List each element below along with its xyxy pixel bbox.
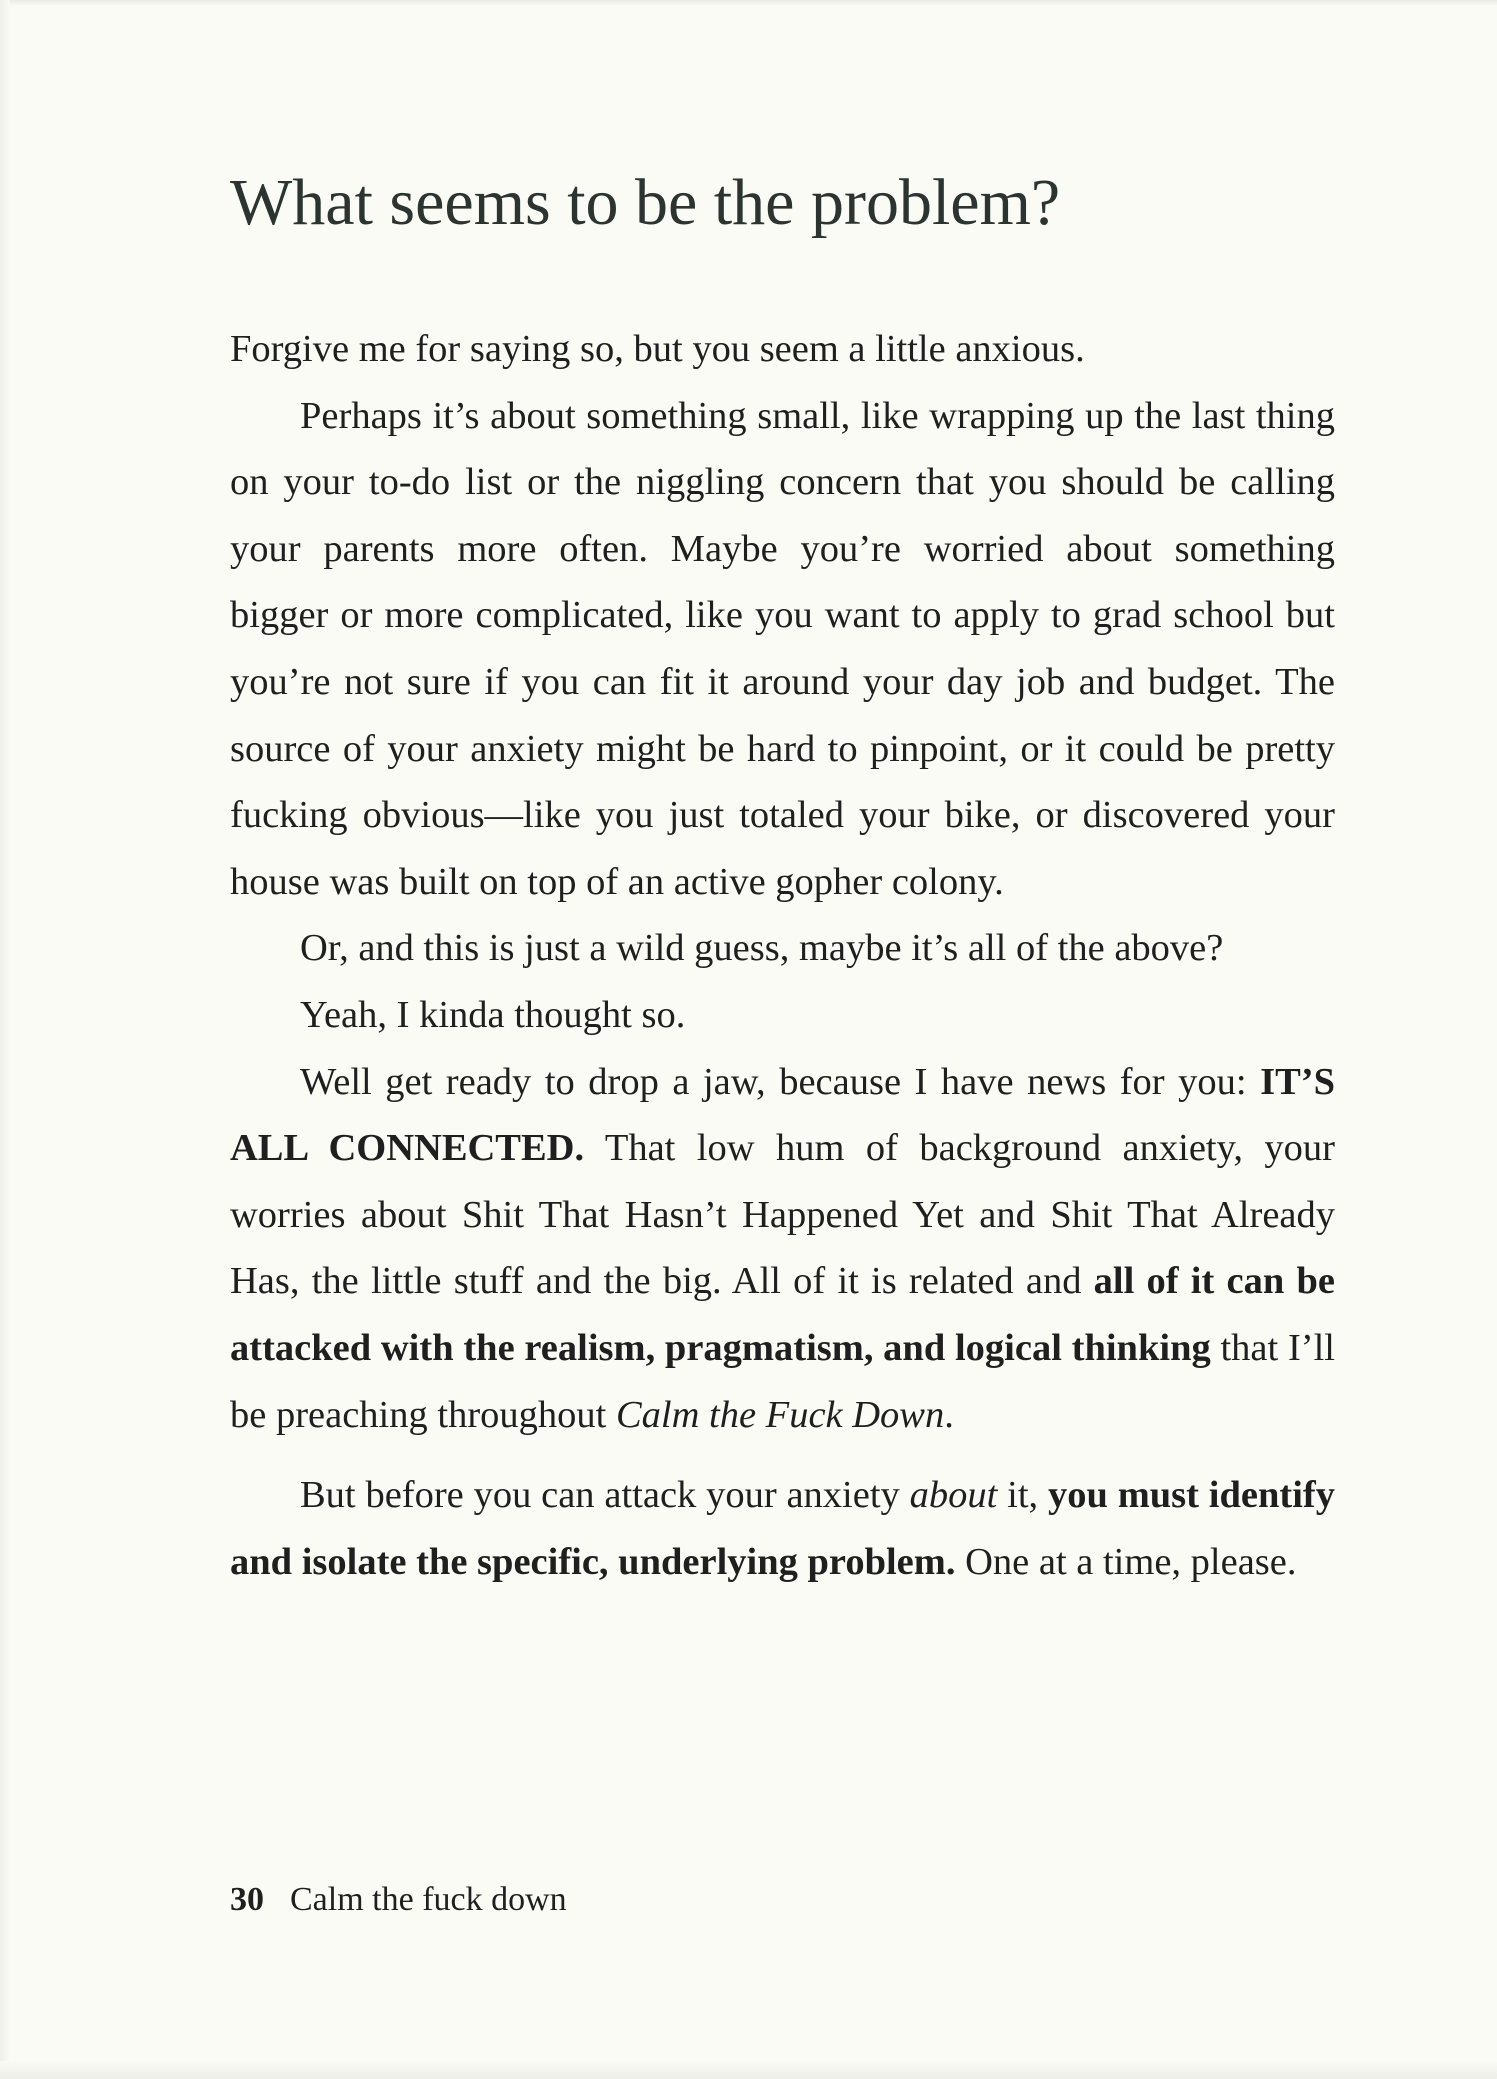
body-text [230, 316, 1335, 1595]
paragraph-5-emphasis-all-connected: IT’S ALL CONNECTED. [230, 1060, 1335, 1170]
page-edge-left [0, 0, 10, 2079]
paragraph-4: Yeah, I kinda thought so. [300, 993, 686, 1036]
paragraph-6 [230, 1462, 1335, 1595]
paragraph-1: Forgive me for saying so, but you seem a little anxious. [230, 328, 1085, 370]
paragraph-6-text-e: One at a time, please. [955, 1540, 1297, 1583]
chapter-heading: What seems to be the problem? [230, 166, 1061, 239]
paragraph-6-text-a: But before you can attack your anxiety [300, 1474, 910, 1517]
paragraph-5-text-c: That low hum of background anxiety, your worries about Shit That Hasn’t Happened Yet and Shit That Already Has, the little stuff and the big. All of it is related and [230, 1127, 1335, 1303]
paragraph-6-italic-about: about [909, 1474, 998, 1517]
page-footer [230, 1875, 567, 1925]
paragraph-5-emphasis-attack: all of it can be attacked with the realism, pragmatism, and logical thinking [230, 1260, 1335, 1369]
paragraph-6-text-c: it, [997, 1474, 1048, 1517]
page-number: 30 [230, 1881, 264, 1918]
paragraph-5 [230, 1049, 1335, 1449]
page-edge-top [0, 0, 1497, 6]
paragraph-5-text-a: Well get ready to drop a jaw, because I have news for you: [300, 1060, 1261, 1103]
paragraph-5-text-e: that I’ll be preaching throughout [230, 1326, 1335, 1436]
paragraph-5-text-g: . [944, 1393, 954, 1436]
paragraph-3: Or, and this is just a wild guess, maybe it’s all of the above? [300, 927, 1224, 970]
running-title: Calm the fuck down [290, 1881, 567, 1918]
paragraph-6-emphasis-identify: you must identify and isolate the specific, underlying problem. [230, 1474, 1335, 1583]
page-edge-bottom [0, 2061, 1497, 2079]
paragraph-5-book-title: Calm the Fuck Down [615, 1393, 945, 1436]
paragraph-2: Perhaps it’s about something small, like wrapping up the last thing on your to-do list or the niggling concern that you should be calling your parents more often. Maybe you’re worried about something bigger or more complicated, like you want to apply to grad school but you’re not sure if you can fit it around your day job and budget. The source of your anxiety might be hard to pinpoint, or it could be pretty fucking obvious—like you just totaled your bike, or discovered your house was built on top of an active gopher colony. [230, 394, 1335, 903]
